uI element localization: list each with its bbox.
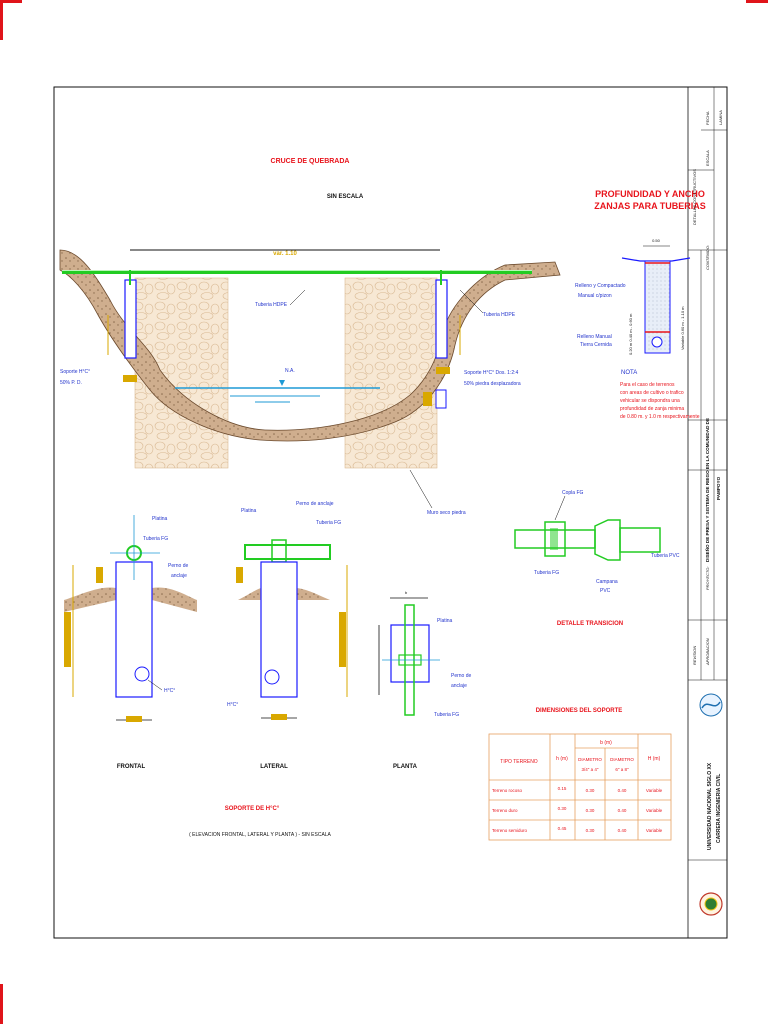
planta-dim-top-text: b	[405, 590, 408, 595]
table-row	[492, 806, 663, 813]
transicion-fg-label: Tuberia FG	[534, 570, 560, 576]
tb-contenido: DETALLES CONSTRUCTIVOS	[692, 169, 697, 225]
cruce-title: CRUCE DE QUEBRADA	[270, 158, 350, 165]
dim-box-right	[436, 367, 450, 374]
planta-platina-label: Platina	[437, 618, 453, 624]
muro-label: Muro seco piedra	[427, 510, 466, 516]
soporte-left-1: Soporte H°C°	[60, 369, 91, 375]
planta-tuberia-label: Tuberia FG	[434, 712, 460, 718]
frontal-anclaje: anclaje	[171, 573, 187, 579]
tb-university-2: CARRERA INGENIERIA CIVIL	[716, 773, 722, 843]
tb-proyecto-2: PAMPOYO	[716, 476, 721, 500]
relleno-label-1: Relleno y Compactado	[575, 283, 626, 289]
soporte-right-2: 50% piedra desplazadora	[464, 381, 521, 387]
row-2-b2: 0.40	[617, 808, 627, 813]
dim-box-right-2	[423, 392, 432, 406]
nota-line-5: de 0.80 m. y 1.0 m respectivamente	[620, 414, 700, 420]
table-h3a-2: 3/4" a 4"	[581, 767, 599, 772]
tb-contenido-label: CONTENIDO:	[705, 244, 710, 270]
planta-anclaje-label: anclaje	[451, 683, 467, 689]
frontal-hc: H°C°	[164, 688, 176, 694]
campana-label-2: PVC	[600, 588, 611, 594]
table-h4: H (m)	[647, 756, 661, 762]
copla-leader	[555, 496, 565, 520]
table-h3b-2: 6" a 8"	[615, 767, 629, 772]
profundidad-title-1: PROFUNDIDAD Y ANCHO	[595, 189, 705, 199]
lateral-pipe	[245, 545, 330, 559]
cruce-sin-escala: SIN ESCALA	[326, 194, 364, 200]
tb-lamina: LAMINA	[718, 110, 723, 125]
lateral-dim-box-top	[236, 567, 243, 583]
nota-line-2: con areas de cultivo o trafico	[620, 390, 684, 396]
lateral-dim-box-v	[339, 612, 346, 667]
trench-dim-right: Variable 0.60 m - 1.10 m	[680, 306, 685, 350]
frontal-dim-box-h	[126, 716, 142, 722]
row-1-h: 0.15	[557, 786, 567, 791]
table-h1: TIPO TERRENO	[500, 759, 538, 765]
nota-line-3: vehicular se dispondra una	[620, 398, 680, 404]
transicion-copla-core	[550, 528, 558, 550]
relleno-label-2: Manual c/pizon	[578, 293, 612, 299]
transicion-title: DETALLE TRANSICION	[556, 621, 624, 627]
stone-wall-right	[345, 278, 437, 468]
tb-escala: ESCALA	[705, 150, 710, 166]
copla-label: Copla FG	[562, 490, 584, 496]
span-dimension-text: var. 1.10	[273, 251, 297, 257]
muro-leader	[410, 470, 432, 508]
soporte-subtitle: ( ELEVACION FRONTAL, LATERAL Y PLANTA ) - SIN ESCALA	[189, 832, 331, 838]
row-1-tipo: Terreno rocoso	[492, 788, 523, 793]
hdpe-label-right: Tuberia HDPE	[483, 312, 516, 318]
table-h3a-1: DIAMETRO	[578, 757, 602, 762]
nota-line-1: Para el caso de terrenos	[620, 382, 675, 388]
lateral-ground-left	[238, 588, 261, 600]
frontal-hole	[135, 667, 149, 681]
row-2-h: 0.30	[557, 806, 567, 811]
relleno-manual-1: Relleno Manual	[577, 334, 612, 340]
frontal-ground-right	[152, 587, 197, 612]
transicion-campana	[595, 520, 620, 560]
row-1-b1: 0.30	[585, 788, 595, 793]
dimensiones-title: DIMENSIONES DEL SOPORTE	[535, 708, 623, 714]
tb-university-1: UNIVERSIDAD NACIONAL SIGLO XX	[707, 762, 713, 850]
soporte-left-2: 50% P. D.	[60, 380, 82, 386]
right-small-block	[436, 390, 446, 408]
table-row	[492, 826, 663, 833]
lateral-hc: H°C°	[227, 702, 239, 708]
table-h3b-1: DIAMETRO	[610, 757, 634, 762]
nota-line-4: profundidad de zanja minima	[620, 406, 685, 412]
planta-perno-label: Perno de	[451, 673, 472, 679]
nota-title: NOTA	[621, 370, 638, 376]
frontal-ground	[64, 587, 116, 612]
frontal-perno: Perno de	[168, 563, 189, 569]
row-2-H: Variable	[645, 808, 663, 813]
row-1-b2: 0.40	[617, 788, 627, 793]
lateral-perno: Perno de anclaje	[296, 501, 334, 507]
university-logo-bottom	[700, 893, 722, 915]
frontal-platina: Platina	[152, 516, 168, 522]
profundidad-title-2: ZANJAS PARA TUBERIAS	[594, 201, 706, 211]
hdpe-label-center: Tuberia HDPE	[255, 302, 288, 308]
lateral-dim-box-h	[271, 714, 287, 720]
lateral-tuberia-fg: Tuberia FG	[316, 520, 342, 526]
hdpe-pipe-hi	[62, 270, 532, 271]
lateral-hole	[265, 670, 279, 684]
soporte-title: SOPORTE DE H°C°	[224, 806, 280, 812]
planta-caption: PLANTA	[393, 764, 417, 770]
planta-block	[391, 625, 429, 682]
table-h3: b (m)	[600, 740, 612, 746]
row-2-tipo: Terreno duro	[492, 808, 518, 813]
trench-width-text: 0.50	[652, 238, 660, 243]
tb-fecha: FECHA	[705, 111, 710, 125]
frontal-tuberia-fg: Tuberia FG	[143, 536, 169, 542]
lateral-ground-right	[297, 588, 330, 600]
relleno-manual-2: Tierra Cernida	[580, 342, 612, 348]
lateral-caption: LATERAL	[260, 764, 288, 770]
trench-dim-left: 0.20 m 0.40 m - 0.60 m	[628, 313, 633, 355]
tb-proyecto: DISEÑO DE PRESA Y SISTEMA DE RIEGO EN LA COMUNIDAD DE	[705, 417, 710, 562]
row-3-b1: 0.30	[585, 828, 595, 833]
tb-aprobacion: APROBACION	[705, 638, 710, 665]
tb-proyecto-label: PROYECTO:	[705, 566, 710, 590]
transicion-pvc	[620, 528, 660, 552]
transicion-pvc-label: Tuberia PVC	[651, 553, 680, 559]
na-label: N.A.	[285, 368, 295, 374]
frontal-caption: FRONTAL	[116, 764, 146, 770]
hdpe-leader-center	[290, 290, 305, 305]
lateral-platina: Platina	[241, 508, 257, 514]
support-right	[436, 280, 447, 358]
campana-label-1: Campana	[596, 579, 618, 585]
table-h2: h (m)	[556, 756, 568, 762]
na-marker	[279, 380, 285, 386]
soporte-right-1: Soporte H°C° Dos. 1:2:4	[464, 370, 519, 376]
table-row	[492, 786, 663, 793]
row-2-b1: 0.30	[585, 808, 595, 813]
frontal-dim-box-top	[96, 567, 103, 583]
row-3-b2: 0.40	[617, 828, 627, 833]
row-1-H: Variable	[645, 788, 663, 793]
frontal-dim-box-v	[64, 612, 71, 667]
university-logo-top	[700, 694, 722, 716]
row-3-tipo: Terreno semiduro	[492, 828, 528, 833]
tb-revision: REVISION	[692, 645, 697, 665]
row-3-H: Variable	[645, 828, 663, 833]
dim-box-left	[123, 375, 137, 382]
support-left	[125, 280, 136, 358]
row-3-h: 0.45	[557, 826, 567, 831]
trench-pipe	[652, 337, 662, 347]
dimensiones-table	[489, 734, 671, 840]
